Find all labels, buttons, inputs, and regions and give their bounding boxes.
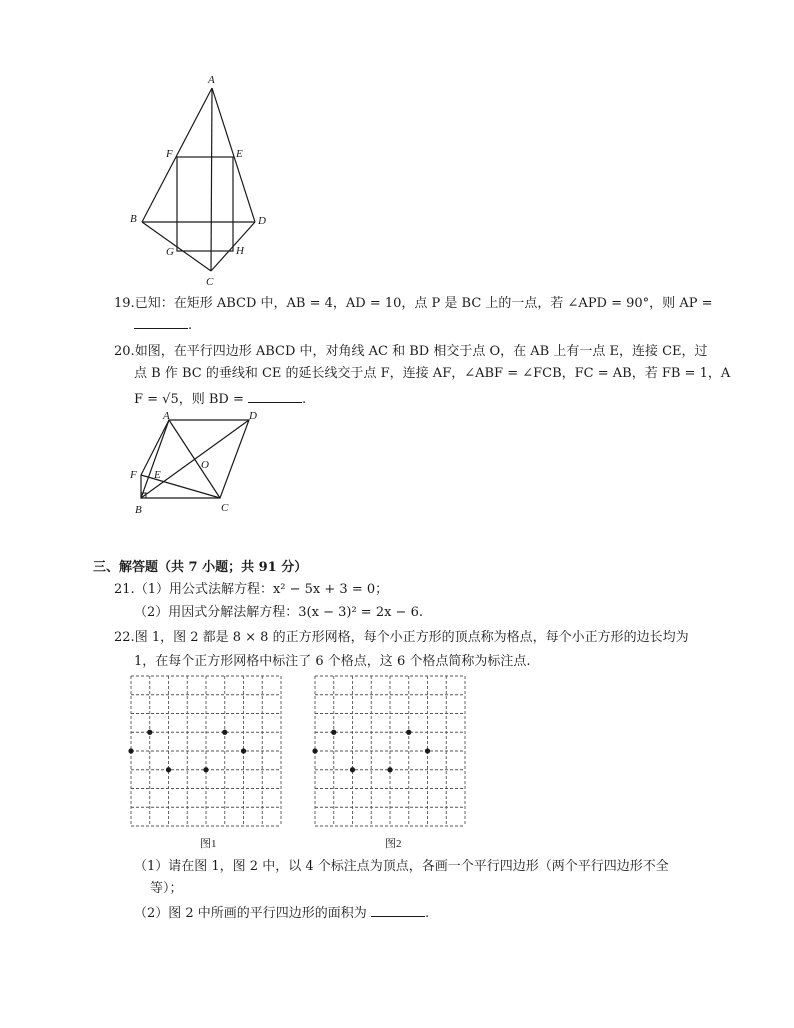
label-f: F <box>130 469 137 481</box>
question-22-line-2 <box>134 652 530 672</box>
figure-q18 <box>120 70 280 290</box>
question-text: （1）用公式法解方程：x² − 5x + 3 = 0； <box>134 582 389 597</box>
period: . <box>188 318 193 333</box>
label-d: D <box>258 215 266 227</box>
label-o: O <box>201 459 209 471</box>
grid-figure-1[interactable] <box>128 673 284 829</box>
answer-blank[interactable] <box>134 314 188 329</box>
grid-marked-point[interactable] <box>222 730 227 735</box>
grid-marked-point[interactable] <box>312 748 317 753</box>
question-number: 20. <box>114 344 135 359</box>
question-21-part-1 <box>114 580 388 600</box>
label-f: F <box>166 148 173 160</box>
rectangle-fehg <box>177 157 233 251</box>
segment-ac <box>211 88 212 271</box>
label-a: A <box>208 74 215 86</box>
label-e: E <box>154 469 161 481</box>
label-d: D <box>249 410 257 422</box>
figure-q20 <box>125 408 265 520</box>
question-19 <box>114 294 712 314</box>
grid-marked-point[interactable] <box>425 748 430 753</box>
question-22-part-1b <box>150 879 183 899</box>
diagonal-bd <box>141 420 249 498</box>
question-22-line-1 <box>114 628 689 648</box>
question-20-line-1 <box>114 342 708 362</box>
question-text: （2）用因式分解法解方程：3(x − 3)² = 2x − 6. <box>134 605 423 620</box>
question-22-part-1a <box>134 857 669 877</box>
grid-marked-point[interactable] <box>203 767 208 772</box>
answer-blank[interactable] <box>248 388 302 403</box>
question-text: （1）请在图 1，图 2 中，以 4 个标注点为顶点，各画一个平行四边形（两个平行四边形不全 <box>134 859 669 874</box>
grid-marked-point[interactable] <box>241 748 246 753</box>
question-text: 已知：在矩形 ABCD 中，AB = 4，AD = 10，点 P 是 BC 上的一点，若 ∠APD = 90°，则 AP = <box>134 296 713 311</box>
question-text: F = √5，则 BD = <box>134 392 244 407</box>
question-20-line-2 <box>134 364 730 384</box>
question-text: 等）； <box>150 881 183 896</box>
question-text: （2）图 2 中所画的平行四边形的面积为 <box>134 906 367 921</box>
question-21-part-2 <box>134 603 423 623</box>
section-title: 三、解答题（共 7 小题；共 91 分） <box>93 560 308 575</box>
label-e: E <box>236 148 243 160</box>
question-number: 22. <box>114 630 135 645</box>
question-text: 1，在每个正方形网格中标注了 6 个格点，这 6 个格点简称为标注点. <box>134 654 531 669</box>
question-20-line-3 <box>134 388 306 410</box>
segment-af <box>141 420 169 475</box>
label-a: A <box>163 410 170 422</box>
answer-blank[interactable] <box>371 902 425 917</box>
question-text: 图 1，图 2 都是 8 × 8 的正方形网格，每个小正方形的顶点称为格点，每个小正方形的边长均为 <box>134 630 689 645</box>
question-text: 点 B 作 BC 的垂线和 CE 的延长线交于点 F，连接 AF，∠ABF = ∠FCB，FC = AB，若 FB = 1，A <box>134 366 731 381</box>
grid-marked-point[interactable] <box>128 748 133 753</box>
label-h: H <box>236 245 244 257</box>
grid-marked-point[interactable] <box>331 730 336 735</box>
period: . <box>302 392 307 407</box>
label-c: C <box>206 276 214 288</box>
question-number: 19. <box>114 296 135 311</box>
label-b: B <box>130 213 137 225</box>
period: . <box>424 906 430 921</box>
segment-fc <box>141 475 220 498</box>
grid-marked-point[interactable] <box>350 767 355 772</box>
grid-marked-point[interactable] <box>406 730 411 735</box>
question-19-answer-line <box>134 314 192 336</box>
label-b: B <box>135 504 142 516</box>
question-22-part-2 <box>134 902 429 924</box>
label-c: C <box>221 502 229 514</box>
grid-figure-2[interactable] <box>312 673 468 829</box>
caption-figure-1: 图1 <box>200 838 217 850</box>
caption-figure-2: 图2 <box>385 838 402 850</box>
grid-marked-point[interactable] <box>166 767 171 772</box>
question-text: 如图，在平行四边形 ABCD 中，对角线 AC 和 BD 相交于点 O，在 AB 上有一点 E，连接 CE，过 <box>134 344 708 359</box>
label-g: G <box>166 246 174 258</box>
question-number: 21. <box>114 582 135 597</box>
grid-marked-point[interactable] <box>147 730 152 735</box>
grid-marked-point[interactable] <box>387 767 392 772</box>
